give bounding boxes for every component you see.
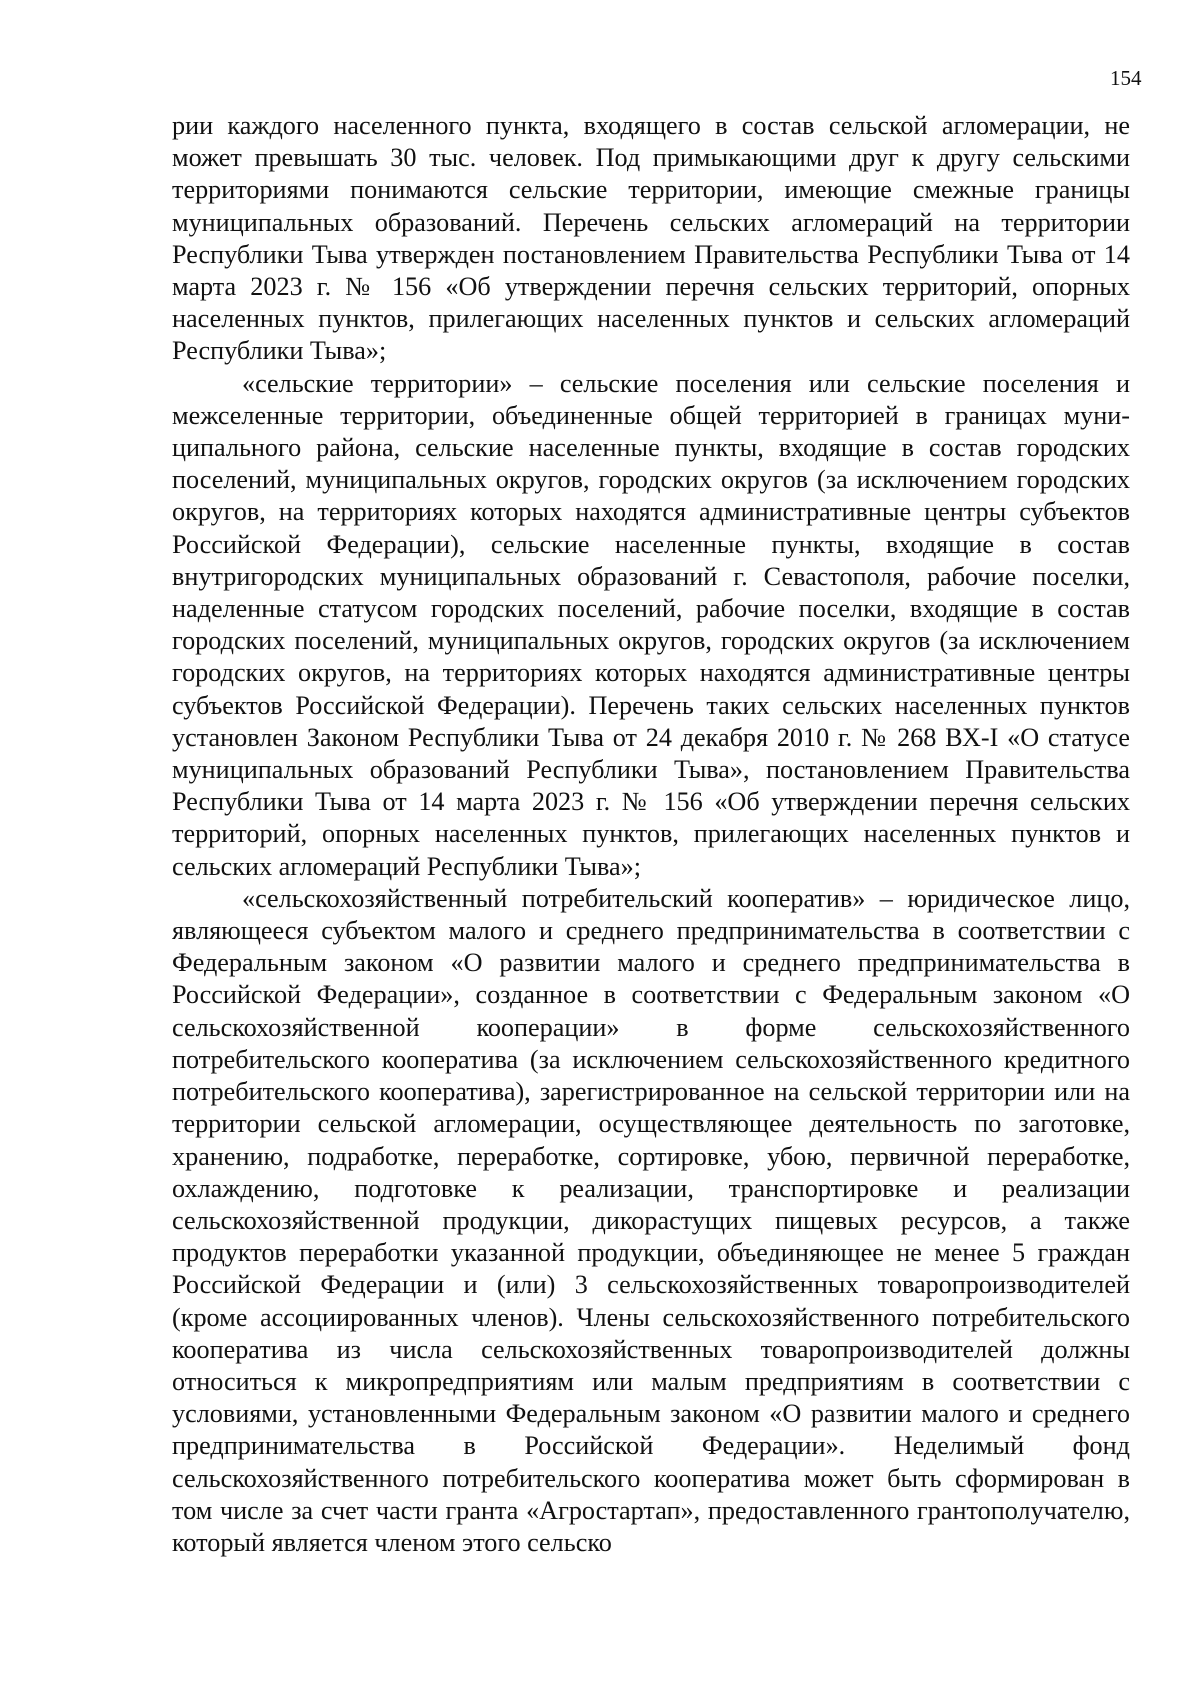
- page-number: 154: [1110, 66, 1142, 90]
- document-body: [172, 110, 1130, 1559]
- paragraph-continuation: рии каждого населенного пункта, входящего в состав сельской агломерации, не может превышать 30 тыс. человек. Под примыкающими друг к другу сельскими территориями понимаются сельские территории, имеющие смежные границы муниципальных образований. Перечень сельских агломераций на территории Республики Тыва утвержден постановлением Правительства Республики Тыва от 14 марта 2023 г. № 156 «Об утверждении перечня сельских территорий, опорных населенных пунктов, прилегающих населенных пунктов и сельских агломераций Республики Тыва»;: [172, 111, 1130, 366]
- paragraph-agricultural-cooperative: «сельскохозяйственный потребительский кооператив» – юридическое лицо, являющееся субъектом малого и среднего предпринимательства в соответствии с Федеральным законом «О развитии малого и среднего предпринимательства в Российской Федерации», созданное в соответствии с Федеральным законом «О сельскохозяйственной кооперации» в форме сельскохозяйственного потребительского кооператива (за исключением сельскохозяйственного кредитного потребительского кооператива), зарегистрированное на сельской территории или на территории сельской агломерации, осуществляющее деятельность по заготовке, хранению, подработке, переработке, сортировке, убою, первичной переработке, охлаждению, подготовке к реализации, транспортировке и реализации сельскохозяйственной продукции, дикорастущих пищевых ресурсов, а также продуктов переработки указанной продукции, объединяющее не менее 5 граждан Российской Федерации и (или) 3 сельскохозяйственных товаропроизводителей (кроме ассоциированных членов). Члены сельскохозяйственного потребительского кооператива из числа сельскохозяйственных товаропроизводителей должны относиться к микропредприятиям или малым предприятиям в соответствии с условиями, установленными Федеральным законом «О развитии малого и среднего предпринимательства в Российской Федерации». Неделимый фонд сельскохозяйственного потребительского кооператива может быть сформирован в том числе за счет части гранта «Агростартап», предоставленного грантополучателю, который является членом этого сельско: [172, 883, 1130, 1557]
- paragraph-rural-territories: «сельские территории» – сельские поселения или сельские поселения и межселенные территории, объединенные общей территорией в границах муниципального района, сельские населенные пункты, входящие в состав городских поселений, муниципальных округов, городских округов (за исключением городских округов, на территориях которых находятся административные центры субъектов Российской Федерации), сельские населенные пункты, входящие в состав внутригородских муниципальных образований г. Севастополя, рабочие поселки, наделенные статусом городских поселений, рабочие поселки, входящие в состав городских поселений, муниципальных округов, городских округов (за исключением городских округов, на территориях которых находятся административные центры субъектов Российской Федерации). Перечень таких сельских населенных пунктов установлен Законом Республики Тыва от 24 декабря 2010 г. № 268 ВХ-I «О статусе муниципальных образований Республики Тыва», постановлением Правительства Республики Тыва от 14 марта 2023 г. № 156 «Об утверждении перечня сельских территорий, опорных населенных пунктов, прилегающих населенных пунктов и сельских агломераций Республики Тыва»;: [172, 368, 1130, 881]
